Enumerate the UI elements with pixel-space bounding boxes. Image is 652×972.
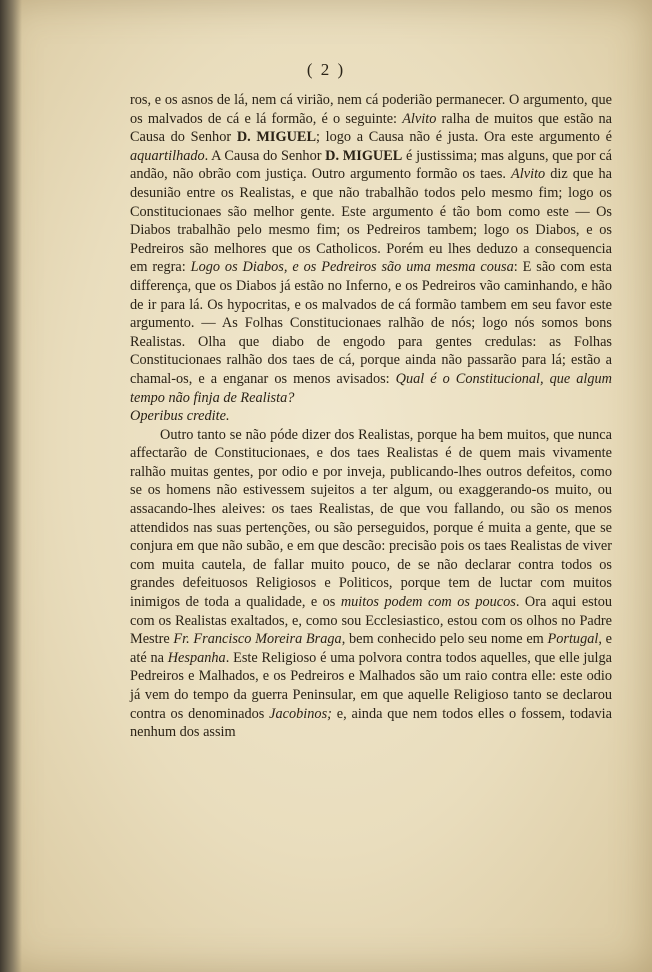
paragraph-1-italic-phrase: aquartilhado bbox=[130, 147, 205, 164]
paragraph-2: Outro tanto se não póde dizer dos Realistas, porque ha bem muitos, que nunca affectarão de Constitucionaes, e dos taes Realistas é de quem mais vivamente ralhão muitas gentes, por odio e por inveja, publicando-lhes outros defeitos, como se os homens não estivessem sujeitos a ter algum, ou exaggerando-os muito, ou assacando-lhes aleives: os taes Realistas, de que vou fallando, ou são os menos attendidos nas suas pertenções, ou são perseguidos, porque é muita a gente, que se conjura em que não subão, e em que descão: precisão pois os taes Realistas de viver com muita cautela, de fallar muito pouco, de se não declarar contra todos os grandes defeituosos Religiosos e Politicos, porque tem de luctar com muitos inimigos de toda a qualidade, e os muitos podem com os poucos. Ora aqui estou com os Realistas exaltados, e, como sou Ecclesiastico, estou com os olhos no Padre Mestre Fr. Francisco Moreira Braga, bem conhecido pelo seu nome em Portugal, e até na Hespanha. Este Religioso é uma polvora contra todos aquelles, que elle julga Pedreiros e Malhados, e os Pedreiros e Malhados são um raio contra elle: este odio já vem do tempo da guerra Peninsular, em que aquelle Religioso tanto se declarou contra os denominados Jacobinos; e, ainda que nem todos elles o fossem, todavia nenhum dos assim bbox=[130, 426, 613, 741]
paragraph-1-italic-phrase: Qual é o Constitucional, que algum tempo não finja de Realista? bbox=[130, 370, 612, 406]
paragraph-1-italic-phrase: Alvito bbox=[402, 110, 437, 127]
paragraph-1-italic-phrase: Alvito bbox=[511, 166, 546, 183]
motto-line: Operibus credite. bbox=[130, 408, 230, 425]
paragraph-2-italic-phrase: Hespanha bbox=[167, 649, 226, 666]
paragraph-2-italic-phrase: Portugal bbox=[547, 631, 599, 648]
page-binding-shadow bbox=[0, 0, 22, 972]
page-number: ( 2 ) bbox=[306, 60, 346, 79]
paragraph-1: ros, e os asnos de lá, nem cá virião, nem cá poderião permanecer. O argumento, que os malvados de cá e lá formão, é o seguinte: Alvito ralha de muitos que estão na Causa do Senhor D. MIGUEL; logo a Causa não é justa. Ora este argumento é aquartilhado. A Causa do Senhor D. MIGUEL é justissima; mas alguns, que por cá andão, não obrão com justiça. Outro argumento formão os taes. Alvito diz que ha desunião entre os Realistas, e que não trabalhão todos pelo mesmo fim; logo os Constitucionaes são melhor gente. Este argumento é tão bom como este — Os Diabos trabalhão pelo mesmo fim; os Pedreiros tambem; logo os Diabos, e os Pedreiros são melhores que os Catholicos. Porém eu lhes deduzo a consequencia em regra: Logo os Diabos, e os Pedreiros são uma mesma cousa: E são com esta differença, que os Diabos já estão no Inferno, e os Pedreiros vão caminhando, e hão de ir para lá. Os hypocritas, e os malvados de cá formão tambem em seu favor este argumento. — As Folhas Constitucionaes ralhão de nós; logo nós somos bons Realistas. Olha que diabo de engodo para gentes credulas: as Folhas Constitucionaes ralhão dos taes de cá, porque ainda não passarão para lá; estão a chamal-os, e a enganar os menos avisados: Qual é o Constitucional, que algum tempo não finja de Realista? bbox=[130, 92, 612, 406]
paragraph-1-name-emphasis: D. MIGUEL bbox=[236, 129, 316, 146]
text-block bbox=[130, 91, 612, 742]
paragraph-2-italic-phrase: Fr. Francisco Moreira Braga bbox=[173, 631, 342, 648]
paragraph-1-name-emphasis: D. MIGUEL bbox=[325, 147, 403, 164]
paragraph-1-italic-phrase: Logo os Diabos, e os Pedreiros são uma mesma cousa bbox=[190, 259, 514, 276]
paragraph-2-italic-phrase: muitos podem com os poucos bbox=[340, 594, 516, 611]
paragraph-2-italic-phrase: Jacobinos; bbox=[269, 705, 332, 722]
